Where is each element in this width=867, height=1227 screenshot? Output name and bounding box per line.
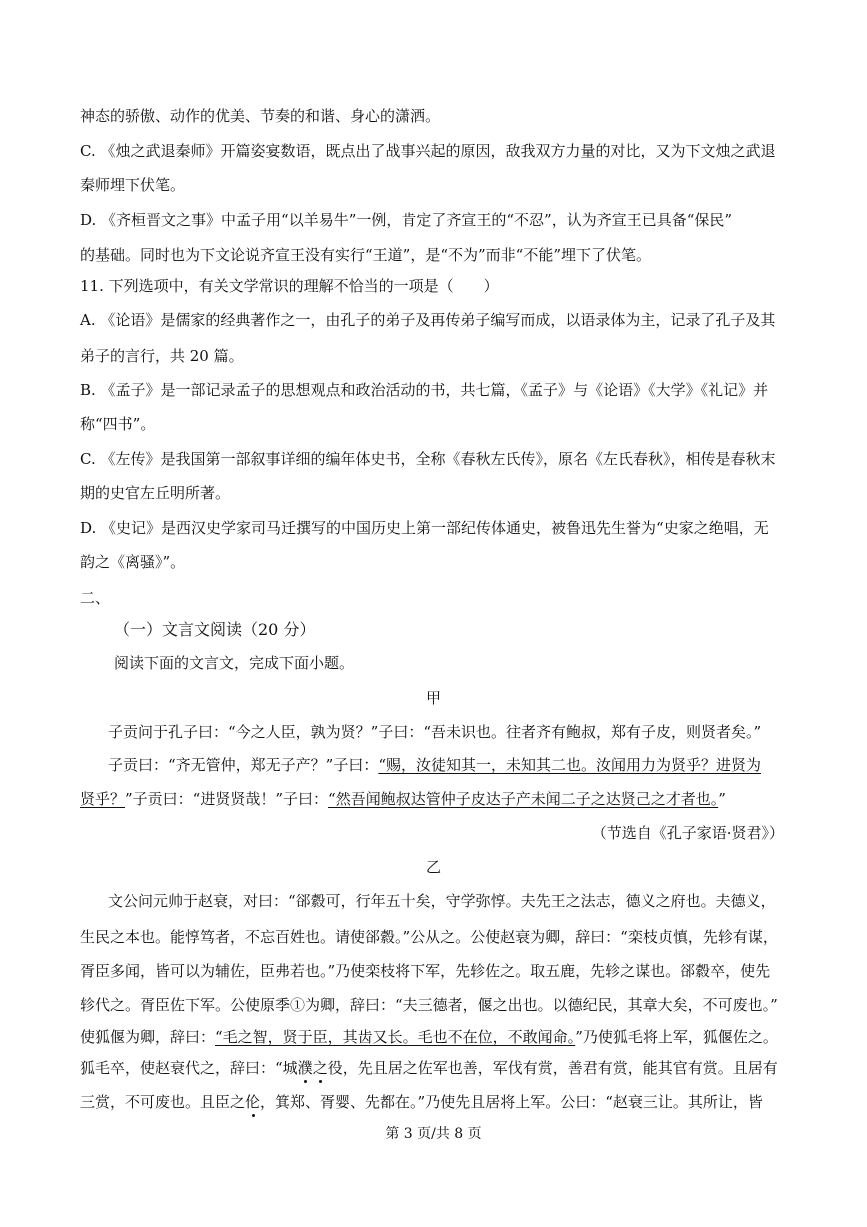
passage-line: 文公问元帅于赵衰，对曰：“郤縠可，行年五十矣，守学弥惇。夫先王之法志，德义之府也。夫德义， — [108, 892, 776, 910]
passage-yi-title: 乙 — [425, 858, 441, 876]
passage-segment: ”乃使狐毛将上军，狐偃佐之。 — [575, 1028, 778, 1046]
passage-segment: 役，先且居之佐军也善，军伐有赏，善君有赏，能其官有赏。且居有 — [327, 1059, 778, 1077]
passage-line — [80, 789, 726, 809]
passage-line: 子贡问于孔子曰：“今之人臣，孰为贤？”子曰：“吾未识也。往者齐有鲍叔，郑有子皮，则贤者矣。” — [108, 723, 762, 741]
option-c-line: C. 《烛之武退秦师》开篇姿宴数语，既点出了战事兴起的原因，敌我双方力量的对比，又为下文烛之武退 — [80, 142, 776, 160]
text-line: 神态的骄傲、动作的优美、节奏的和谐、身心的潇洒。 — [80, 107, 441, 125]
passage-segment: 三赏，不可废也。且臣之 — [80, 1093, 246, 1111]
text-line: 秦师埋下伏笔。 — [80, 176, 186, 194]
option-c-line: C. 《左传》是我国第一部叙事详细的编年体史书，全称《春秋左氏传》，原名《左氏春秋》，相传是春秋末 — [80, 450, 776, 468]
underlined-sentence: “毛之智，贤于臣，其齿又长。毛也不在位，不敢闻命。 — [215, 1028, 576, 1046]
passage-line: 生民之本也。能惇笃者，不忘百姓也。请使郤縠。”公从之。公使赵衰为卿，辞曰：“栾枝贞慎，先轸有谋， — [80, 928, 778, 946]
passage-segment: 子贡曰：“齐无管仲，郑无子产？”子曰： — [108, 756, 379, 774]
passage-segment: ”子贡曰：“进贤贤哉！”子曰： — [125, 790, 329, 808]
underlined-sentence: 贤乎？ — [80, 790, 126, 808]
passage-line — [80, 1027, 778, 1047]
option-d-line: D. 《史记》是西汉史学家司马迁撰写的中国历史上第一部纪传体通史，被鲁迅先生誉为“史家之绝唱，无 — [80, 519, 769, 537]
passage-jia-title: 甲 — [425, 689, 441, 707]
option-a-line: A. 《论语》是儒家的经典著作之一，由孔子的弟子及再传弟子编写而成，以语录体为主，记录了孔子及其 — [80, 311, 776, 329]
option-d-line: D. 《齐桓晋文之事》中孟子用“以羊易牛”一例，肯定了齐宣王的“不忍”，认为齐宣王已具备“保民” — [80, 211, 733, 229]
passage-line — [80, 1058, 778, 1078]
text-line: 弟子的言行，共 20 篇。 — [80, 347, 244, 365]
page-footer: 第 3 页/共 8 页 — [385, 1126, 482, 1142]
underlined-sentence: “赐，汝徒知其一，未知其二也。汝闻用力为贤乎？进贤为 — [378, 756, 762, 774]
instruction-text: 阅读下面的文言文，完成下面小题。 — [114, 654, 355, 672]
emphasis-dotted-char: 濮 — [297, 1059, 313, 1077]
passage-line: 胥臣多闻，皆可以为辅佐，臣弗若也。”乃使栾枝将下军，先轸佐之。取五鹿，先轸之谋也。郤縠卒，使先 — [80, 962, 771, 980]
passage-segment: ” — [718, 790, 726, 808]
text-line: 称“四书”。 — [80, 415, 156, 433]
passage-line — [108, 755, 761, 775]
text-line: 期的史官左丘明所著。 — [80, 484, 231, 502]
passage-line — [80, 1092, 763, 1112]
source-citation: （节选自《孔子家语·贤君》） — [591, 824, 784, 842]
passage-line: 轸代之。胥臣佐下军。公使原季①为卿，辞曰：“夫三德者，偃之出也。以德纪民，其章大矣，不可废也。” — [80, 996, 778, 1014]
subsection-heading: （一）文言文阅读（20 分） — [114, 620, 316, 639]
question-11-stem: 11. 下列选项中，有关文学常识的理解不恰当的一项是（ ） — [80, 277, 499, 295]
text-line: 的基础。同时也为下文论说齐宣王没有实行“王道”，是“不为”而非“不能”埋下了伏笔。 — [80, 246, 652, 264]
emphasis-dotted-char: 之 — [312, 1059, 328, 1077]
section-heading: 二、 — [80, 589, 111, 607]
passage-segment: 狐毛卒，使赵衰代之，辞曰：“城 — [80, 1059, 298, 1077]
passage-segment: 使狐偃为卿，辞曰： — [80, 1028, 216, 1046]
underlined-sentence: “然吾闻鲍叔达管仲子皮达子产未闻二子之达贤己之才者也。 — [328, 790, 719, 808]
passage-segment: ，箕郑、胥婴、先都在。”乃使先且居将上军。公曰：“赵衰三让。其所让，皆 — [260, 1093, 763, 1111]
emphasis-dotted-char: 伦 — [245, 1093, 261, 1111]
option-b-line: B. 《孟子》是一部记录孟子的思想观点和政治活动的书，共七篇，《孟子》与《论语》《大学》《礼记》并 — [80, 381, 769, 399]
text-line: 韵之《离骚》”。 — [80, 553, 186, 571]
